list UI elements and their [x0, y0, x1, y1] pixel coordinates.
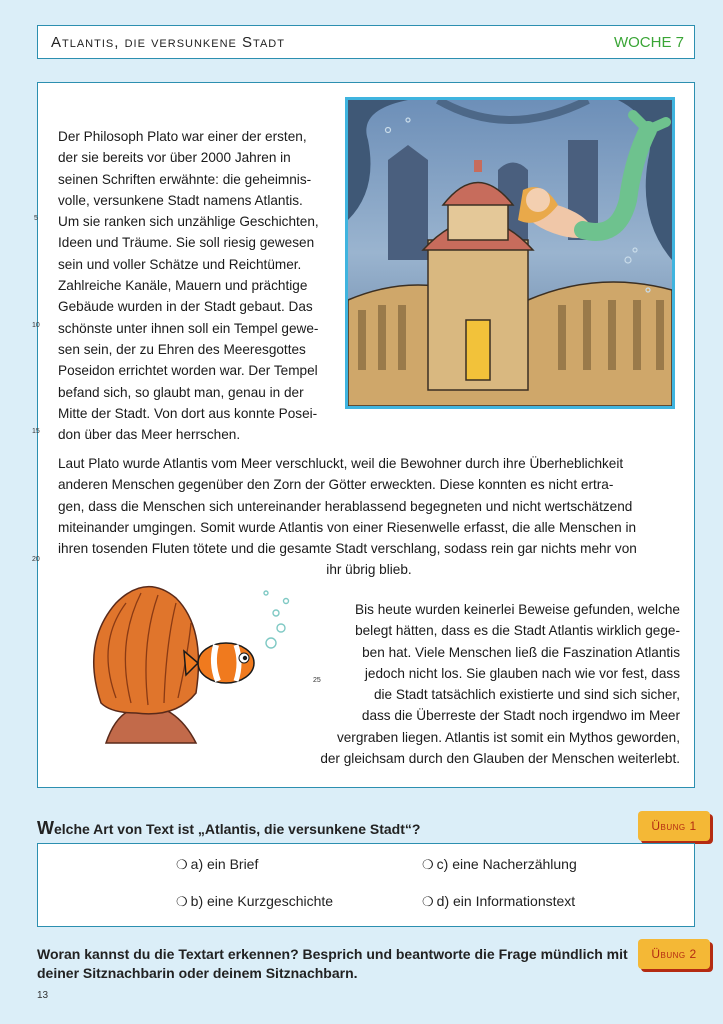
line-number: 15 — [32, 428, 40, 435]
line-number: 25 — [313, 677, 321, 684]
option-d-label: d) ein Informationstext — [436, 893, 576, 909]
text-line: ihr übrig blieb. — [326, 562, 412, 578]
text-line: Mitte der Stadt. Von dort aus konnte Posei- — [58, 405, 318, 421]
text-line: anderen Menschen gegenüber den Zorn der Götter erweckten. Diese konnten es nicht ertra- — [58, 477, 614, 493]
text-line: Bis heute wurden keinerlei Beweise gefunden, welche — [355, 602, 680, 617]
text-line: Laut Plato wurde Atlantis vom Meer verschluckt, weil die Bewohner durch ihre Überheblichkeit — [58, 456, 624, 471]
text-line: befand sich, so glaubt man, genau in der — [58, 384, 304, 400]
reading-text-box — [32, 82, 695, 788]
text-paragraph-2 — [58, 453, 680, 581]
text-line: der sie bereits vor über 2000 Jahren in — [58, 150, 291, 166]
text-line: die Stadt tatsächlich existierte und sind sich sicher, — [373, 687, 680, 703]
question-initial: W — [37, 818, 54, 838]
question-text: elche Art von Text ist „Atlantis, die versunkene Stadt“? — [54, 821, 421, 837]
text-line: volle, versunkene Stadt namens Atlantis. — [58, 192, 303, 208]
text-line: belegt hätten, dass es die Stadt Atlantis wirklich gege- — [355, 623, 680, 639]
radio-circle-icon[interactable]: ❍ — [176, 857, 188, 872]
page-header — [37, 25, 695, 59]
line-number: 5 — [34, 215, 38, 222]
line-number: 10 — [32, 322, 40, 329]
exercise-2-badge: Übung 2 — [638, 939, 710, 969]
text-line: gen, dass die Menschen sich untereinander herablassend begegneten und nicht wertschätzend — [58, 498, 633, 514]
text-line: vergraben liegen. Atlantis ist somit ein Mythos geworden, — [336, 729, 680, 745]
text-line: Ideen und Träume. Sie soll riesig gewesen — [58, 235, 315, 251]
text-line: ben hat. Viele Menschen ließ die Faszination Atlantis — [362, 644, 680, 660]
radio-circle-icon[interactable]: ❍ — [422, 857, 434, 872]
text-line: Der Philosoph Plato war einer der ersten, — [58, 129, 307, 144]
answer-options-box — [37, 843, 695, 927]
option-d[interactable] — [422, 893, 575, 910]
text-line: ihren tosenden Fluten tötete und die gesamte Stadt verschlang, sodass rein gar nichts mehr von — [58, 541, 637, 557]
option-c[interactable] — [422, 856, 577, 873]
exercise-1-badge: Übung 1 — [638, 811, 710, 841]
text-line: don über das Meer herrschen. — [58, 427, 241, 443]
atlantis-mermaid-illustration — [345, 97, 675, 409]
option-c-label: c) eine Nacherzählung — [436, 856, 577, 872]
text-line: Poseidon errichtet worden war. Der Tempel — [58, 363, 318, 379]
week-label: WOCHE 7 — [613, 34, 684, 51]
line-number: 20 — [32, 556, 40, 563]
text-line: sen sein, der zu Ehren des Meeresgottes — [58, 341, 306, 357]
page-number: 13 — [37, 990, 49, 1001]
coral-and-clownfish-illustration — [76, 573, 296, 763]
text-line: Zahlreiche Kanäle, Mauern und prächtige — [58, 278, 308, 294]
option-a-label: a) ein Brief — [190, 856, 259, 872]
text-line: dass die Überreste der Stadt noch irgendwo im Meer — [361, 708, 680, 724]
option-a[interactable] — [176, 856, 258, 873]
exercise-1-question — [37, 818, 420, 839]
text-paragraph-3 — [285, 599, 680, 769]
text-paragraph-1 — [58, 126, 358, 445]
text-line: sein und voller Schätze und Reichtümer. — [58, 256, 302, 272]
text-line: Um sie ranken sich unzählige Geschichten, — [58, 214, 319, 230]
text-line: schönste unter ihnen soll ein Tempel gewe- — [58, 320, 319, 336]
text-line: jedoch nicht los. Sie glauben nach wie vor fest, dass — [364, 665, 680, 681]
text-line: miteinander umgingen. Somit wurde Atlantis von einer Riesenwelle erfasst, die alle Menschen in — [58, 519, 637, 535]
worksheet-title: Atlantis, die versunkene Stadt — [51, 34, 285, 51]
option-b[interactable] — [176, 893, 333, 910]
text-line: Gebäude wurden in der Stadt gebaut. Das — [58, 299, 313, 315]
option-b-label: b) eine Kurzgeschichte — [190, 893, 334, 909]
text-line: seinen Schriften erwähnte: die geheimnis- — [58, 171, 312, 187]
radio-circle-icon[interactable]: ❍ — [422, 894, 434, 909]
text-line: der gleichsam durch den Glauben der Menschen weiterlebt. — [320, 751, 680, 767]
radio-circle-icon[interactable]: ❍ — [176, 894, 188, 909]
exercise-2-question: Woran kannst du die Textart erkennen? Besprich und beantworte die Frage mündlich mit deiner Sitznachbarin oder deinem Sitznachbarn. — [37, 946, 628, 981]
